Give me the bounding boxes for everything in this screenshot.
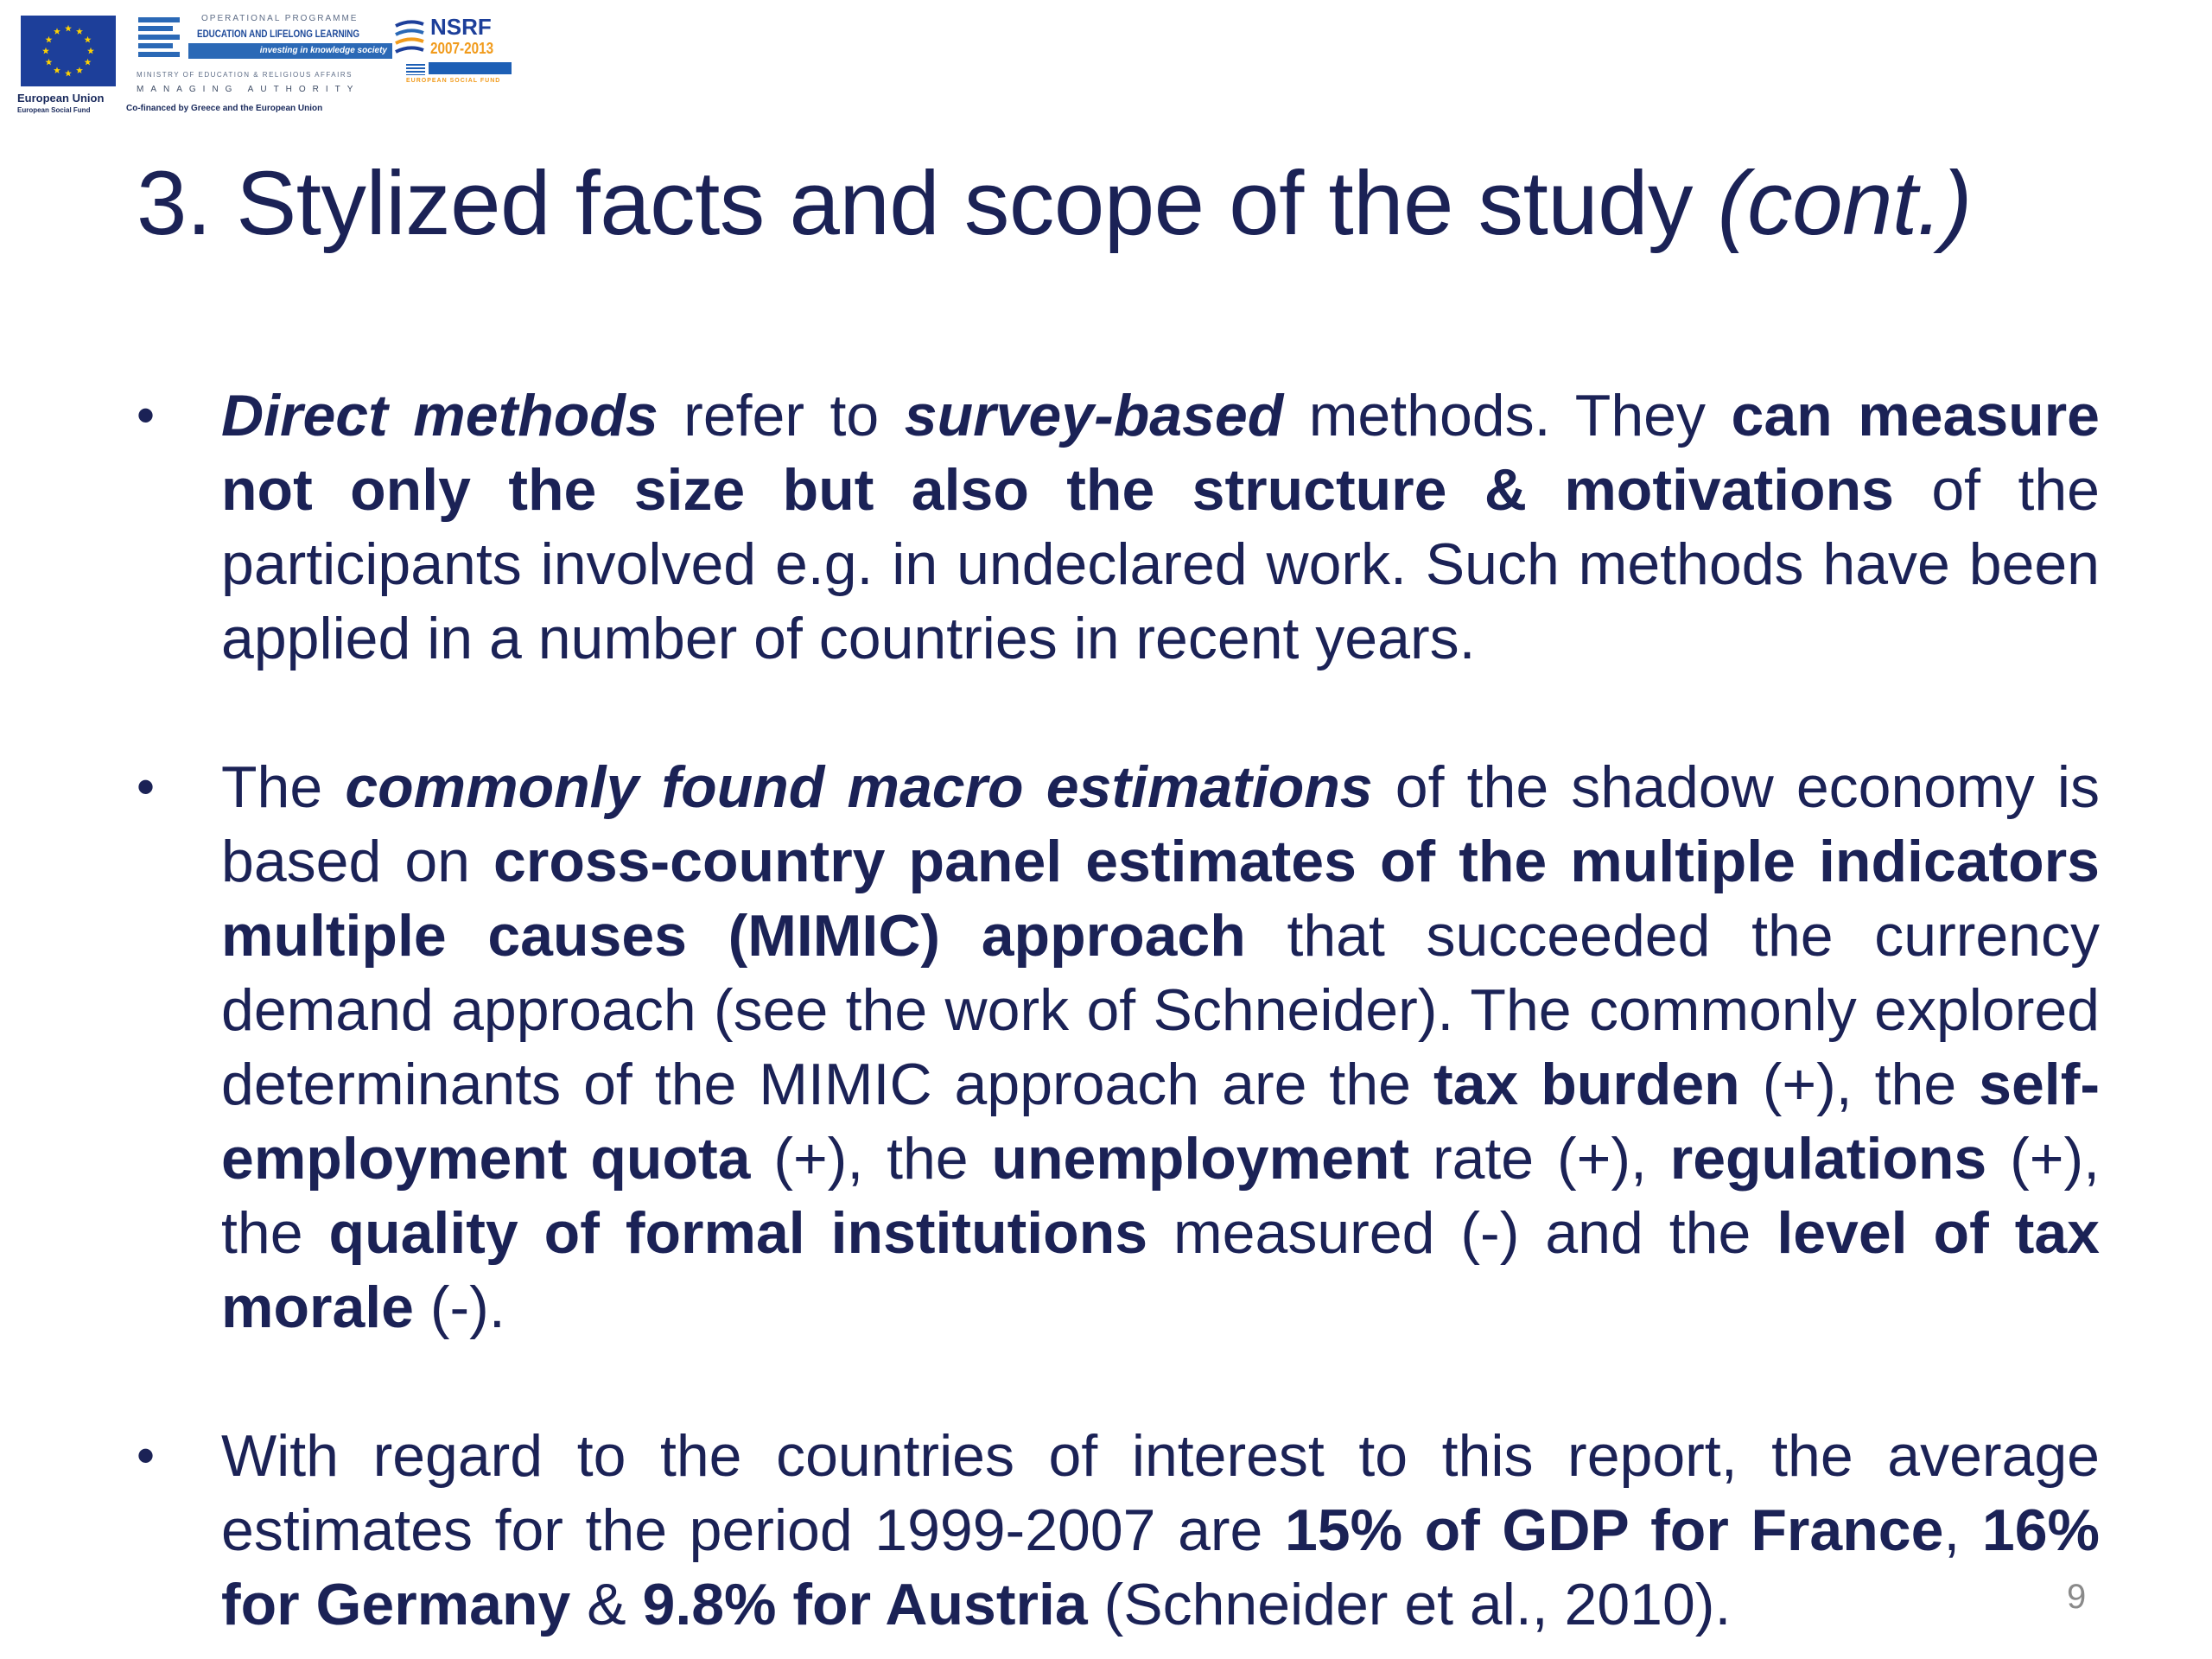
bullet-text: &: [570, 1572, 643, 1637]
op-education-logo-icon: [137, 14, 181, 62]
eu-star-icon: [65, 70, 72, 77]
bullet-emphasis: self-employment quota: [221, 1052, 2100, 1192]
bullet-emphasis: quality of formal institutions: [328, 1200, 1148, 1266]
greek-flag-icon: [406, 64, 425, 75]
bullet-text: (+), the: [221, 1126, 2100, 1266]
eu-star-icon: [45, 36, 52, 43]
header-logos: [16, 9, 512, 125]
cofinanced-label: Co-financed by Greece and the European Union: [126, 104, 323, 113]
bullet-text: (Schneider et al., 2010).: [1087, 1572, 1732, 1637]
bullet-text: (+), the: [1739, 1052, 1980, 1117]
eu-star-icon: [42, 48, 49, 54]
nsrf-tag-bar: [429, 62, 512, 74]
nsrf-swoosh-icon: [392, 17, 427, 60]
bullet-text: that succeeded the currency demand approach (see the work of Schneider). The commonly explored determinants of the MIMIC approach are the: [221, 903, 2100, 1117]
eu-star-icon: [54, 67, 60, 73]
op-name: EDUCATION AND LIFELONG LEARNING: [197, 28, 360, 40]
eu-star-icon: [76, 28, 83, 35]
slide-title-cont: (cont.): [1717, 153, 1972, 254]
eu-star-icon: [85, 59, 92, 66]
ministry-label: MINISTRY OF EDUCATION & RELIGIOUS AFFAIRS: [137, 71, 353, 79]
bullet-text: of the participants involved e.g. in undeclared work. Such methods have been applied in a number of countries in recent years.: [221, 457, 2100, 671]
bullet-emphasis: tax burden: [1433, 1052, 1740, 1117]
bullet-marker: •: [137, 1427, 156, 1484]
bullet-emphasis: 16% for Germany: [221, 1497, 2100, 1637]
slide-title-main: 3. Stylized facts and scope of the study: [137, 153, 1718, 254]
bullet-text: ,: [1943, 1497, 1982, 1563]
nsrf-title: NSRF: [430, 14, 492, 40]
eu-star-icon: [65, 25, 72, 32]
eu-star-icon: [85, 36, 92, 43]
bullet-text: of the shadow economy is based on: [221, 754, 2101, 894]
bullet-text: With regard to the countries of interest to this report, the average estimates for the period 1999-2007 are: [221, 1423, 2100, 1563]
bullet-emphasis: Direct methods: [221, 383, 658, 448]
eu-star-icon: [87, 48, 94, 54]
bullet-text: (-).: [414, 1274, 505, 1340]
bullet-text: measured (-) and the: [1147, 1200, 1777, 1266]
eu-star-icon: [76, 67, 83, 73]
bullet-marker: •: [137, 758, 156, 816]
bullet-text: (+), the: [750, 1126, 992, 1192]
bullet-emphasis: regulations: [1669, 1126, 1987, 1192]
bullet-emphasis: commonly found macro estimations: [345, 754, 1373, 820]
bullet-text: rate (+),: [1409, 1126, 1670, 1192]
bullet-text: The: [221, 754, 346, 820]
eu-subcaption: European Social Fund: [17, 106, 91, 114]
bullet-emphasis: survey-based: [904, 383, 1284, 448]
bullet-text: methods. They: [1283, 383, 1732, 448]
slide-title: [137, 152, 1972, 256]
eu-star-icon: [54, 28, 60, 35]
op-programme-label: OPERATIONAL PROGRAMME: [201, 14, 359, 23]
nsrf-years: 2007-2013: [430, 40, 494, 57]
bullet-emphasis: unemployment: [991, 1126, 1410, 1192]
bullet-marker: •: [137, 386, 156, 444]
bullet-emphasis: 9.8% for Austria: [642, 1572, 1088, 1637]
bullet-emphasis: cross-country panel estimates of the multiple indicators multiple causes (MIMIC) approach: [221, 829, 2100, 969]
managing-authority-label: MANAGING AUTHORITY: [137, 85, 360, 94]
bullet-item: [137, 750, 2100, 1344]
nsrf-esf-label: EUROPEAN SOCIAL FUND: [406, 78, 501, 84]
bullet-emphasis: 15% of GDP for France: [1284, 1497, 1944, 1563]
eu-caption: European Union: [17, 92, 105, 105]
bullet-list: [137, 378, 2100, 1642]
bullet-emphasis: can measure not only the size but also the structure & motivations: [221, 383, 2100, 523]
bullet-emphasis: level of tax morale: [221, 1200, 2100, 1340]
bullet-item: [137, 1419, 2100, 1642]
page-number: 9: [2067, 1578, 2087, 1616]
bullet-text: refer to: [658, 383, 905, 448]
bullet-item: [137, 378, 2100, 676]
eu-flag-icon: [21, 16, 116, 86]
eu-star-icon: [45, 59, 52, 66]
op-slogan: investing in knowledge society: [188, 43, 392, 59]
